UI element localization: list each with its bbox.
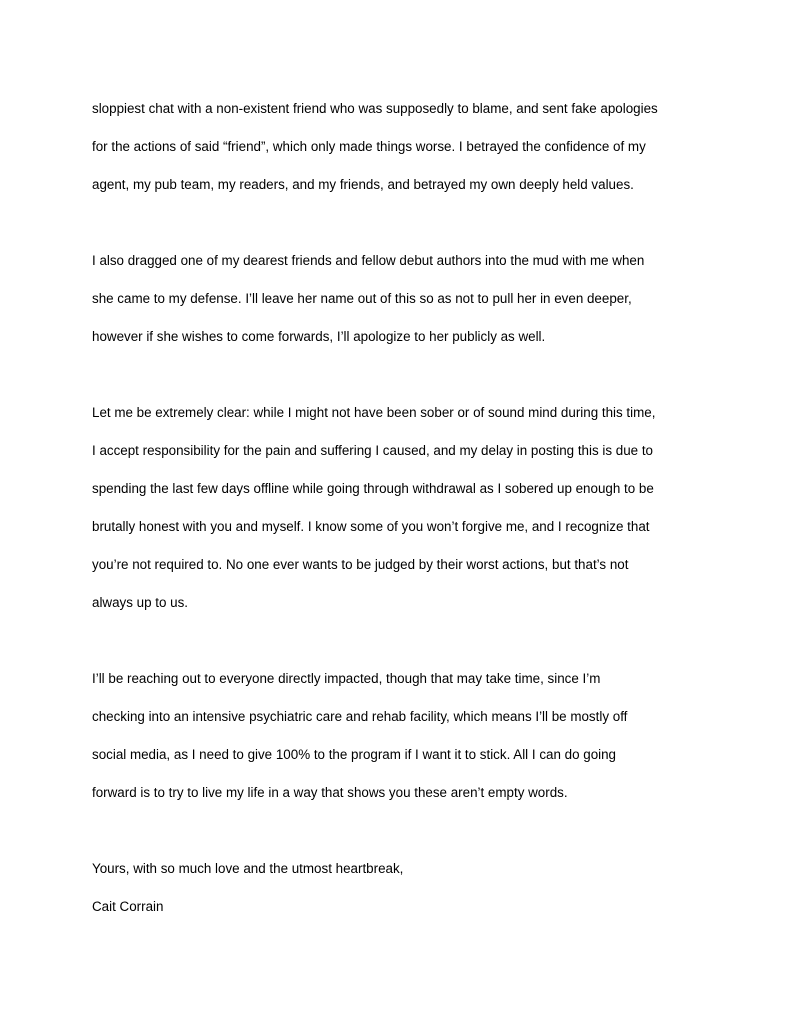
text-line: brutally honest with you and myself. I know some of you won’t forgive me, and I recognize that bbox=[92, 519, 650, 534]
paragraph-1 bbox=[92, 90, 712, 204]
text-line: agent, my pub team, my readers, and my friends, and betrayed my own deeply held values. bbox=[92, 177, 634, 192]
text-line: I’ll be reaching out to everyone directly impacted, though that may take time, since I’m bbox=[92, 671, 601, 686]
text-line: always up to us. bbox=[92, 595, 189, 610]
text-line: social media, as I need to give 100% to the program if I want it to stick. All I can do going bbox=[92, 747, 617, 762]
text-line: Let me be extremely clear: while I might not have been sober or of sound mind during this time, bbox=[92, 405, 656, 420]
text-line: I also dragged one of my dearest friends and fellow debut authors into the mud with me when bbox=[92, 253, 645, 268]
text-line: you’re not required to. No one ever wants to be judged by their worst actions, but that’s not bbox=[92, 557, 629, 572]
text-line: for the actions of said “friend”, which only made things worse. I betrayed the confidence of my bbox=[92, 139, 646, 154]
letter-body bbox=[92, 90, 712, 926]
text-line: spending the last few days offline while going through withdrawal as I sobered up enough to be bbox=[92, 481, 654, 496]
text-line: she came to my defense. I’ll leave her name out of this so as not to pull her in even deeper, bbox=[92, 291, 632, 306]
text-line: however if she wishes to come forwards, I’ll apologize to her publicly as well. bbox=[92, 329, 546, 344]
paragraph-3 bbox=[92, 394, 712, 622]
paragraph-2 bbox=[92, 242, 712, 356]
signature: Cait Corrain bbox=[92, 899, 164, 914]
paragraph-4 bbox=[92, 660, 712, 812]
closing-line: Yours, with so much love and the utmost heartbreak, bbox=[92, 861, 404, 876]
text-line: sloppiest chat with a non-existent friend who was supposedly to blame, and sent fake apologies bbox=[92, 101, 658, 116]
text-line: forward is to try to live my life in a way that shows you these aren’t empty words. bbox=[92, 785, 568, 800]
text-line: checking into an intensive psychiatric care and rehab facility, which means I’ll be mostly off bbox=[92, 709, 628, 724]
text-line: I accept responsibility for the pain and suffering I caused, and my delay in posting this is due to bbox=[92, 443, 654, 458]
